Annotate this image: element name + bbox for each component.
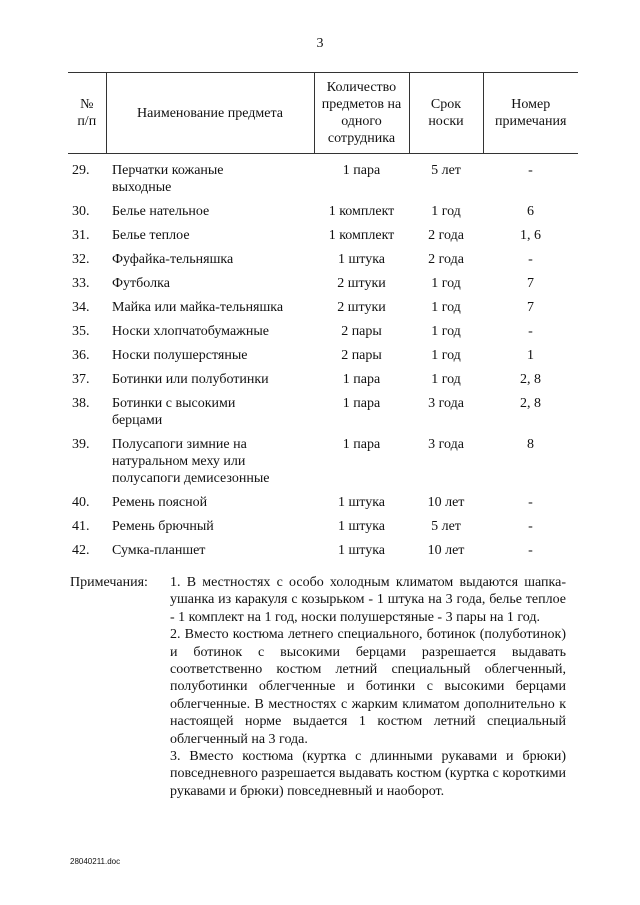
row-number: 29. (72, 163, 90, 178)
row-quantity: 2 штуки (337, 276, 386, 291)
table-row (68, 272, 578, 296)
row-term: 2 года (428, 252, 464, 267)
row-name: Ремень брючный (112, 519, 214, 534)
table-body (68, 154, 578, 564)
row-note-ref: - (528, 324, 533, 339)
header-note-ref: Номер примечания (483, 73, 578, 154)
row-note-ref: 6 (527, 204, 534, 219)
row-quantity: 2 пары (341, 348, 382, 363)
row-term: 3 года (428, 437, 464, 452)
row-name: Сумка-планшет (112, 543, 206, 558)
row-note-ref: 7 (527, 300, 534, 315)
row-number: 35. (72, 324, 90, 339)
row-quantity: 1 пара (342, 437, 381, 452)
row-note-ref: 2, 8 (520, 372, 541, 387)
table-row (68, 344, 578, 368)
row-note-ref: 7 (527, 276, 534, 291)
row-quantity: 1 комплект (328, 204, 395, 219)
items-table (68, 72, 578, 563)
row-name: Носки хлопчатобумажные (112, 324, 269, 339)
row-quantity: 1 пара (342, 163, 381, 178)
row-name: Носки полушерстяные (112, 348, 248, 363)
row-number: 41. (72, 519, 90, 534)
table-row (68, 368, 578, 392)
table-row (68, 392, 578, 433)
table-row (68, 539, 578, 563)
row-quantity: 2 штуки (337, 300, 386, 315)
row-quantity: 1 пара (342, 372, 381, 387)
row-name: Майка или майка-тельняшка (112, 300, 284, 315)
row-term: 1 год (431, 324, 461, 339)
note-item-1: 1. В местностях с особо холодным климатом выдаются шапка-ушанка из каракуля с козырьком - 1 штука на 3 года, белье теплое - 1 комплект на 1 год, носки полушерстяные - 3 пары на 1 год. (170, 575, 566, 625)
table-row (68, 320, 578, 344)
row-number: 37. (72, 372, 90, 387)
row-note-ref: - (528, 543, 533, 558)
row-number: 33. (72, 276, 90, 291)
row-name: Белье теплое (112, 228, 190, 243)
table-row (68, 433, 578, 491)
table-row (68, 154, 578, 201)
header-num: № п/п (68, 73, 106, 154)
notes-label: Примечания: (70, 575, 148, 590)
table-row (68, 224, 578, 248)
row-number: 42. (72, 543, 90, 558)
row-term: 1 год (431, 348, 461, 363)
row-term: 10 лет (427, 543, 465, 558)
row-name: Ботинки с высокими берцами (112, 396, 236, 428)
row-note-ref: - (528, 163, 533, 178)
row-name: Перчатки кожаные выходные (112, 163, 224, 195)
row-note-ref: - (528, 519, 533, 534)
row-number: 36. (72, 348, 90, 363)
table-row (68, 200, 578, 224)
row-quantity: 1 штука (337, 495, 386, 510)
row-note-ref: 1 (527, 348, 534, 363)
row-name: Фуфайка-тельняшка (112, 252, 234, 267)
row-term: 3 года (428, 396, 464, 411)
row-number: 30. (72, 204, 90, 219)
row-term: 2 года (428, 228, 464, 243)
table-row (68, 491, 578, 515)
row-number: 31. (72, 228, 90, 243)
row-term: 5 лет (431, 519, 461, 534)
row-quantity: 1 штука (337, 519, 386, 534)
row-note-ref: - (528, 252, 533, 267)
header-name: Наименование предмета (106, 73, 314, 154)
header-term: Срок носки (409, 73, 483, 154)
note-item-2: 2. Вместо костюма летнего специального, ботинок (полуботинок) и ботинок с высокими берцами разрешается выдавать соответственно костюм летний специальный облегченный, полуботинки облегченные и ботинки с высокими берцами облегченные. В местностях с жарким климатом дополнительно к настоящей норме выдается 1 костюм летний специальный облегченный на 3 года. (170, 627, 566, 747)
notes-list (170, 574, 566, 800)
row-name: Белье нательное (112, 204, 210, 219)
table-row (68, 515, 578, 539)
row-note-ref: 8 (527, 437, 534, 452)
row-term: 1 год (431, 204, 461, 219)
row-note-ref: 2, 8 (520, 396, 541, 411)
row-number: 40. (72, 495, 90, 510)
row-term: 5 лет (431, 163, 461, 178)
row-note-ref: - (528, 495, 533, 510)
table-header-row (68, 73, 578, 154)
row-name: Полусапоги зимние на натуральном меху или полусапоги демисезонные (112, 437, 270, 486)
note-item-3: 3. Вместо костюма (куртка с длинными рукавами и брюки) повседневного разрешается выдавать костюм (куртка с короткими рукавами и брюки) повседневный и наоборот. (170, 749, 566, 799)
footer-filename: 28040211.doc (70, 857, 121, 866)
row-name: Футболка (112, 276, 170, 291)
table-row (68, 296, 578, 320)
page-number: 3 (316, 36, 324, 51)
row-number: 38. (72, 396, 90, 411)
row-quantity: 2 пары (341, 324, 382, 339)
row-quantity: 1 комплект (328, 228, 395, 243)
row-quantity: 1 штука (337, 543, 386, 558)
row-name: Ботинки или полуботинки (112, 372, 269, 387)
row-number: 39. (72, 437, 90, 452)
row-note-ref: 1, 6 (520, 228, 541, 243)
row-name: Ремень поясной (112, 495, 208, 510)
row-number: 34. (72, 300, 90, 315)
header-quantity: Количество предметов на одного сотрудника (314, 73, 409, 154)
row-term: 1 год (431, 300, 461, 315)
row-number: 32. (72, 252, 90, 267)
row-term: 1 год (431, 372, 461, 387)
row-term: 10 лет (427, 495, 465, 510)
row-term: 1 год (431, 276, 461, 291)
table-row (68, 248, 578, 272)
row-quantity: 1 пара (342, 396, 381, 411)
row-quantity: 1 штука (337, 252, 386, 267)
